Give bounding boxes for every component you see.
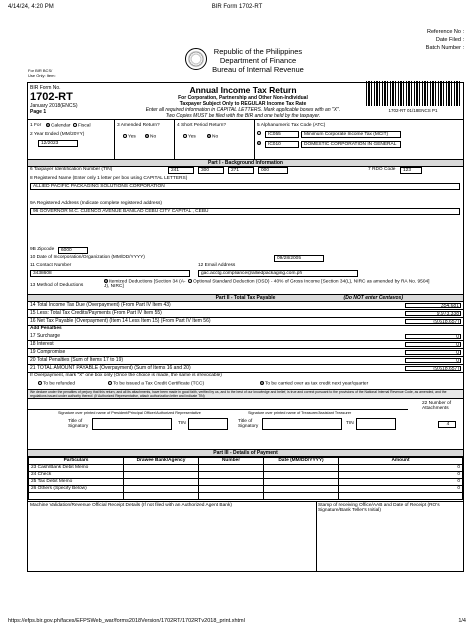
- item1-label: 1 For: [30, 123, 42, 128]
- amended-no-radio[interactable]: [145, 134, 149, 138]
- penalties-label: Add Penalties: [30, 326, 62, 331]
- tax-line-amount[interactable]: 0: [405, 334, 461, 339]
- title-signatory-1-label: Title of Signatory: [68, 419, 89, 429]
- payment-row-blank: [29, 493, 463, 500]
- payment-row: [29, 486, 463, 493]
- col-drawee: Drawee Bank/Agency: [124, 458, 199, 465]
- tax-line-label: 20 Total Penalties (Sum of Items 17 to 19): [30, 357, 124, 363]
- part2-heading: [28, 294, 463, 302]
- payment-particular: 24 Check: [29, 472, 124, 479]
- atc1-radio[interactable]: [257, 131, 261, 135]
- agency-line2: Department of Finance: [219, 56, 297, 65]
- part2-title: Part II - Total Tax Payable: [215, 295, 276, 301]
- form-title: Annual Income Tax Return: [189, 85, 297, 95]
- print-datetime: 4/14/24, 4:20 PM: [8, 4, 54, 10]
- tax-line-amount[interactable]: 0: [405, 358, 461, 363]
- atc1-option[interactable]: [257, 131, 262, 137]
- method-label: 13 Method of Deductions: [30, 283, 84, 288]
- tin-part1[interactable]: 241: [168, 167, 194, 174]
- payment-drawee[interactable]: [124, 472, 199, 479]
- tin-label: 6 Taxpayer Identification Number (TIN): [30, 167, 113, 172]
- payment-row: [29, 465, 463, 472]
- amended-label: 3 Amended Return?: [117, 123, 160, 128]
- payment-date[interactable]: [264, 493, 339, 500]
- address-field[interactable]: 96 GOVERNOR M.C. CUENCO AVENUE BANILAD CEBU CITY CAPITAL , CEBU: [30, 208, 460, 215]
- osd-radio[interactable]: [188, 279, 192, 283]
- atc2-option[interactable]: [257, 141, 262, 147]
- payment-date[interactable]: [264, 479, 339, 486]
- form-edition: January 2018(ENCS): [30, 103, 78, 109]
- browser-print-footer: [8, 618, 466, 624]
- tin-2-label: TIN: [346, 421, 354, 426]
- fiscal-option[interactable]: [73, 123, 91, 129]
- item2-label: 2 Year Ended (MM/20YY): [30, 132, 85, 137]
- tax-line-label: 15 Less: Total Tax Credits/Payments (From Part IV Item 55): [30, 310, 162, 316]
- amended-yes-label: Yes: [128, 134, 136, 140]
- short-no-option[interactable]: [207, 134, 218, 140]
- short-period-block: [174, 120, 255, 160]
- registered-name-field[interactable]: ALLIED PACIFIC PACKAGING SOLUTIONS CORPORATION: [30, 183, 460, 190]
- payment-number[interactable]: [199, 465, 264, 472]
- batch-number-label: Batch Number :: [425, 45, 464, 51]
- payment-number[interactable]: [199, 479, 264, 486]
- tin-part4[interactable]: 000: [258, 167, 288, 174]
- tcc-label: To be issued a Tax Credit Certificate (TCC): [113, 381, 205, 387]
- osd-label: Optional Standard Deduction (OSD) - 40% of Gross Income [Section 34(L), NIRC as amended by RA No. 9504]: [193, 279, 430, 285]
- tax-line-amount[interactable]: 0: [405, 342, 461, 347]
- tax-line-row: [28, 310, 463, 318]
- header-items: [28, 119, 463, 160]
- tin-part2[interactable]: 300: [198, 167, 224, 174]
- signature-lines: [28, 399, 408, 410]
- atc2-radio[interactable]: [257, 141, 261, 145]
- part3-heading: Part III - Details of Payment: [28, 449, 463, 457]
- amended-no-option[interactable]: [145, 134, 156, 140]
- tcc-option[interactable]: [108, 381, 204, 387]
- tax-line-row: [28, 318, 463, 326]
- attachments-label: 22 Number of Attachments: [422, 401, 452, 411]
- payment-amount[interactable]: 0: [339, 465, 463, 472]
- incorporation-label: 10 Date of Incorporation/Organization (MM/DD/YYYY): [30, 255, 145, 260]
- agency-line3: Bureau of Internal Revenue: [212, 65, 304, 74]
- tax-line-amount[interactable]: 0: [405, 350, 461, 355]
- itemized-radio[interactable]: [104, 279, 108, 283]
- tax-line-label: 21 TOTAL AMOUNT PAYABLE (Overpayment) (Sum of Items 16 and 20): [30, 365, 191, 371]
- tax-line-label: 16 Net Tax Payable (Overpayment) (Item 14 Less Item 15) (From Part IV Item 56): [30, 318, 211, 324]
- receiving-stamp-box: [316, 501, 463, 572]
- col-date: Date (MM/DD/YYYY): [264, 458, 339, 465]
- incorporation-date-field[interactable]: 09/28/2005: [274, 255, 324, 262]
- receiving-stamp-label: Stamp of receiving Office/AAB and Date of Receipt (RO's Signature/Bank Teller's Initial): [318, 503, 440, 513]
- payment-particular: 25 Tax Debit Memo: [29, 479, 124, 486]
- title-signatory-1-field[interactable]: [92, 418, 172, 430]
- reference-block: [426, 28, 464, 52]
- tax-line-label: 17 Surcharge: [30, 333, 61, 339]
- amended-yes-option[interactable]: [123, 134, 136, 140]
- machine-validation-box: [28, 501, 317, 572]
- col-amount: Amount: [339, 458, 463, 465]
- short-yes-option[interactable]: [183, 134, 196, 140]
- tin-1-label: TIN: [178, 421, 186, 426]
- payment-date[interactable]: [264, 486, 339, 493]
- carry-label: To be carried over as tax credit next year/quarter: [265, 381, 369, 387]
- signature1-caption: Signature over printed name of President/Principal Officer/Authorized Representative: [58, 411, 201, 415]
- payment-drawee[interactable]: [124, 465, 199, 472]
- tax-line-amount[interactable]: 354,681: [405, 303, 461, 308]
- rdo-label: 7 RDO Code: [368, 167, 396, 172]
- amended-block: [114, 120, 175, 160]
- tax-line-label: 14 Total Income Tax Due (Overpayment) (From Part IV Item 43): [30, 302, 171, 308]
- calendar-option[interactable]: [46, 123, 70, 129]
- atc1-desc: Minimum Corporate Income Tax (MCIT): [301, 131, 401, 138]
- bir-use-only: [28, 68, 56, 78]
- payment-other-specify[interactable]: [29, 493, 124, 500]
- form-no: 1702-RT: [30, 91, 73, 103]
- tin-part3[interactable]: 271: [228, 167, 254, 174]
- overpay-label: If Overpayment, mark "X" one box only (Once the choice is made, the same is irrevocable): [30, 373, 222, 378]
- osd-option[interactable]: [188, 279, 458, 284]
- form-instr2: Two Copies MUST be filed with the BIR and one held by the taxpayer.: [165, 113, 321, 119]
- payment-amount[interactable]: 0: [339, 479, 463, 486]
- tax-line-label: 19 Compromise: [30, 349, 66, 355]
- payment-date[interactable]: [264, 465, 339, 472]
- payment-number[interactable]: [199, 493, 264, 500]
- machine-validation-label: Machine Validation/Revenue Official Receipt Details (If not filed with an Authorized Agent Bank): [30, 503, 232, 508]
- payment-table: [28, 457, 463, 500]
- agency-header: [208, 47, 308, 74]
- tin-1-field[interactable]: [188, 418, 228, 430]
- barcode-caption: 1702-RT 01/18ENCS P1: [388, 108, 438, 113]
- date-filed-label: Date Filed :: [435, 37, 464, 43]
- year-ended-field[interactable]: 12/2023: [38, 140, 78, 147]
- form-number-block: [30, 85, 100, 115]
- tin-2-field[interactable]: [356, 418, 396, 430]
- tax-line-amount[interactable]: (9,618,657): [405, 319, 461, 324]
- part2-rows: [28, 302, 463, 326]
- attachments-field[interactable]: 4: [438, 421, 456, 428]
- tax-line-row: [28, 349, 463, 357]
- tax-line-row: [28, 302, 463, 310]
- zip-field[interactable]: 6000: [58, 247, 88, 254]
- payment-header-row: [29, 458, 463, 465]
- amended-yes-radio[interactable]: [123, 134, 127, 138]
- print-title: BIR Form 1702-RT: [211, 4, 263, 10]
- part1-heading: Part I - Background Information: [28, 159, 463, 167]
- carry-option[interactable]: [260, 381, 368, 387]
- signature2-caption: Signature over printed name of Treasurer/Assistant Treasurer: [248, 411, 352, 415]
- tax-line-row: [28, 341, 463, 349]
- zip-label: 9B Zipcode: [30, 247, 55, 252]
- bir-use-line1: For BIR BCS/: [28, 68, 53, 73]
- amended-no-label: No: [150, 134, 157, 140]
- atc-block: [254, 120, 463, 160]
- tax-line-amount[interactable]: (9,618,657): [405, 366, 461, 371]
- payment-amount[interactable]: [339, 493, 463, 500]
- fiscal-radio[interactable]: [73, 123, 77, 127]
- payment-drawee[interactable]: [124, 493, 199, 500]
- email-label: 12 Email Address: [198, 263, 236, 268]
- payment-amount[interactable]: 0: [339, 472, 463, 479]
- email-field[interactable]: gac.acctg.compliance@alliedpackaging.com.ph: [198, 270, 358, 277]
- title-signatory-2-label: Title of Signatory: [238, 419, 259, 429]
- atc1-code: IC055: [265, 131, 299, 138]
- short-no-label: No: [212, 134, 219, 140]
- short-yes-label: Yes: [188, 134, 196, 140]
- address-label: 9A Registered Address (Indicate complete registered address): [30, 201, 162, 206]
- fiscal-label: Fiscal: [78, 123, 91, 129]
- contact-field[interactable]: 3438608: [30, 270, 190, 277]
- short-no-radio[interactable]: [207, 134, 211, 138]
- print-page-counter: 1/4: [458, 618, 466, 624]
- tax-form: [27, 82, 464, 572]
- atc2-desc: DOMESTIC CORPORATION IN GENERAL: [301, 141, 401, 148]
- tax-line-row: [28, 365, 463, 373]
- tax-line-amount[interactable]: 9,973,338: [405, 311, 461, 316]
- short-period-label: 4 Short Period Return?: [177, 123, 227, 128]
- form-instr1: Enter all required information in CAPITAL LETTERS. Mark applicable boxes with an "X".: [145, 107, 341, 113]
- payment-particular: 23 Cash/Bank Debit Memo: [29, 465, 124, 472]
- calendar-label: Calendar: [51, 123, 71, 129]
- browser-print-header: [8, 4, 466, 12]
- payment-row: [29, 472, 463, 479]
- form-no-label: BIR Form No.: [30, 85, 61, 91]
- carry-radio[interactable]: [260, 381, 264, 385]
- refund-option[interactable]: [38, 381, 75, 387]
- refund-radio[interactable]: [38, 381, 42, 385]
- payment-amount[interactable]: 0: [339, 486, 463, 493]
- bir-use-line2: Use Only: Item:: [28, 73, 56, 78]
- col-number: Number: [199, 458, 264, 465]
- form-title-block: [108, 85, 378, 119]
- form-subtitle1: For Corporation, Partnership and Other Non-Individual: [178, 95, 308, 101]
- form-subtitle2: Taxpayer Subject Only to REGULAR Income Tax Rate: [179, 101, 307, 107]
- calendar-radio[interactable]: [46, 123, 50, 127]
- atc-label: 5 Alphanumeric Tax Code (ATC): [257, 123, 326, 128]
- name-label: 8 Registered Name (Enter only 1 letter per box using CAPITAL LETTERS): [30, 176, 188, 181]
- penalty-rows: [28, 333, 463, 373]
- itemized-label: Itemized Deductions [Section 34 (A-J), NIRC]: [104, 279, 186, 290]
- short-yes-radio[interactable]: [183, 134, 187, 138]
- title-signatory-2-field[interactable]: [262, 418, 342, 430]
- declaration-text: We declare under the penalties of perjury that this return, and all its attachments, have been made in good faith, verified by us, and to the best of our knowledge and belief, is true and correct pursuant to the provisions of the National Internal Revenue Code, as amended, and the regulations issued under authority thereof. (If Authorized Representative, attach authorization letter and indicate TIN): [28, 389, 463, 399]
- refund-label: To be refunded: [43, 381, 76, 387]
- payment-drawee[interactable]: [124, 479, 199, 486]
- tax-line-label: 18 Interest: [30, 341, 54, 347]
- payment-number[interactable]: [199, 486, 264, 493]
- part2-note: (Do NOT enter Centavos): [343, 295, 403, 301]
- tcc-radio[interactable]: [108, 381, 112, 385]
- agency-line1: Republic of the Philippines: [213, 47, 303, 56]
- payment-drawee[interactable]: [124, 486, 199, 493]
- payment-row: [29, 479, 463, 486]
- reference-no-label: Reference No :: [427, 29, 464, 35]
- itemized-option[interactable]: [104, 279, 186, 289]
- form-page: Page 1: [30, 109, 47, 115]
- contact-label: 11 Contact Number: [30, 263, 72, 268]
- payment-number[interactable]: [199, 472, 264, 479]
- payment-date[interactable]: [264, 472, 339, 479]
- print-url: https://efps.bir.gov.ph/faces/EFPSWeb_war/forms2018Version/1702RT/1702RTv2018_print.xhtml: [8, 618, 245, 624]
- atc2-code: IC010: [265, 141, 299, 148]
- tax-line-row: [28, 357, 463, 365]
- tax-line-row: [28, 333, 463, 341]
- rdo-field[interactable]: 123: [400, 167, 422, 174]
- bir-seal-icon: [185, 48, 207, 70]
- payment-particular: 26 Others (Specify Below): [29, 486, 124, 493]
- col-particulars: Particulars: [29, 458, 124, 465]
